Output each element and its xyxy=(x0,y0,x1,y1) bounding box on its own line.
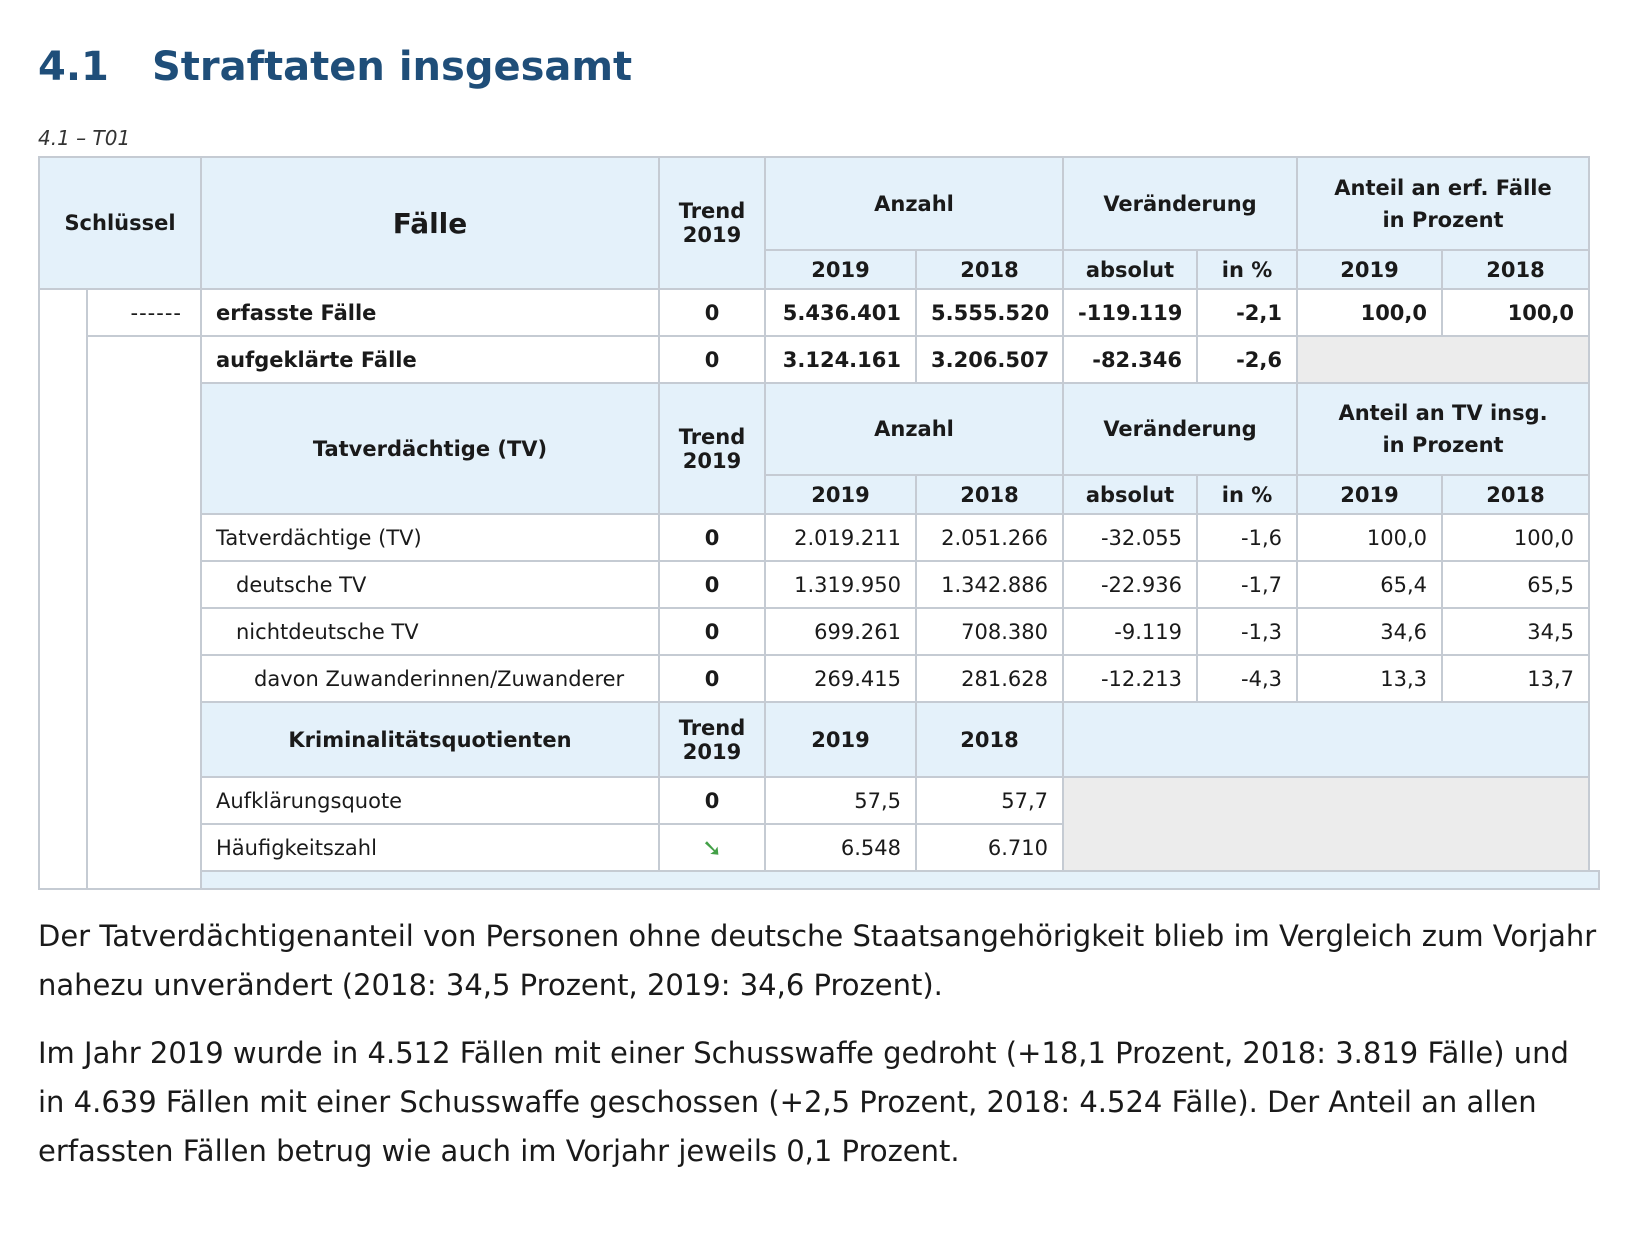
row-label: nichtdeutsche TV xyxy=(201,608,659,655)
tv-header-anzahl-2018: 2018 xyxy=(916,475,1063,514)
tv-header-anteil-2019: 2019 xyxy=(1297,475,1442,514)
anteil-2018: 100,0 xyxy=(1442,514,1589,561)
trend-value: 0 xyxy=(659,608,765,655)
row-label: Häufigkeitszahl xyxy=(201,824,659,871)
header-anteil-2018: 2018 xyxy=(1442,250,1589,289)
tv-header-inpct: in % xyxy=(1197,475,1297,514)
header-schluessel: Schlüssel xyxy=(39,157,201,289)
anzahl-2019: 269.415 xyxy=(765,655,916,702)
table-row xyxy=(39,514,1599,561)
table-row xyxy=(39,655,1599,702)
tv-header-row xyxy=(39,383,1599,475)
table-footer-row xyxy=(39,871,1599,889)
kq-header-trend: Trend 2019 xyxy=(659,702,765,777)
header-inpct: in % xyxy=(1197,250,1297,289)
anteil-2019: 34,6 xyxy=(1297,608,1442,655)
table-row xyxy=(39,561,1599,608)
trend-value: 0 xyxy=(659,514,765,561)
value-2018: 57,7 xyxy=(916,777,1063,824)
paragraph-2: Im Jahr 2019 wurde in 4.512 Fällen mit einer Schusswaffe gedroht (+18,1 Prozent, 2018: 3.819 Fälle) und in 4.639 Fällen mit einer Schusswaffe geschossen (+2,5 Prozent, 2018: 4.524 Fälle). Der Anteil an allen erfassten Fällen betrug wie auch im Vorjahr jeweils 0,1 Prozent. xyxy=(38,1036,1569,1168)
kq-header-2018: 2018 xyxy=(916,702,1063,777)
row-label: erfasste Fälle xyxy=(201,289,659,336)
schluessel-key: ------ xyxy=(87,289,201,336)
header-veraenderung: Veränderung xyxy=(1063,157,1297,250)
veraenderung-absolut: -9.119 xyxy=(1063,608,1197,655)
empty-gray-cell xyxy=(1297,336,1589,383)
anteil-2018: 34,5 xyxy=(1442,608,1589,655)
tv-header-anzahl-2019: 2019 xyxy=(765,475,916,514)
anzahl-2018: 3.206.507 xyxy=(916,336,1063,383)
header-absolut: absolut xyxy=(1063,250,1197,289)
value-2019: 57,5 xyxy=(765,777,916,824)
row-label: Aufklärungsquote xyxy=(201,777,659,824)
veraenderung-pct: -1,3 xyxy=(1197,608,1297,655)
table-header-row xyxy=(39,157,1599,250)
anteil-2019: 100,0 xyxy=(1297,289,1442,336)
veraenderung-pct: -1,6 xyxy=(1197,514,1297,561)
anteil-2019: 100,0 xyxy=(1297,514,1442,561)
table-row xyxy=(39,289,1599,336)
veraenderung-absolut: -119.119 xyxy=(1063,289,1197,336)
veraenderung-pct: -2,1 xyxy=(1197,289,1297,336)
table-footer-strip xyxy=(201,871,1599,889)
trend-value: 0 xyxy=(659,289,765,336)
trend-value: 0 xyxy=(659,777,765,824)
left-margin-cell xyxy=(39,289,87,889)
table-row xyxy=(39,777,1599,824)
kq-header-empty xyxy=(1063,702,1589,777)
anzahl-2018: 5.555.520 xyxy=(916,289,1063,336)
anzahl-2018: 1.342.886 xyxy=(916,561,1063,608)
veraenderung-absolut: -82.346 xyxy=(1063,336,1197,383)
trend-value: 0 xyxy=(659,336,765,383)
tv-header-anzahl: Anzahl xyxy=(765,383,1063,475)
anteil-2019: 13,3 xyxy=(1297,655,1442,702)
anteil-2018: 65,5 xyxy=(1442,561,1589,608)
anzahl-2018: 708.380 xyxy=(916,608,1063,655)
header-faelle: Fälle xyxy=(201,157,659,289)
table-id: 4.1 – T01 xyxy=(38,126,131,150)
veraenderung-pct: -4,3 xyxy=(1197,655,1297,702)
veraenderung-absolut: -22.936 xyxy=(1063,561,1197,608)
trend-cell xyxy=(659,824,765,871)
anzahl-2018: 2.051.266 xyxy=(916,514,1063,561)
section-heading xyxy=(38,44,632,90)
kq-header-label: Kriminalitätsquotienten xyxy=(201,702,659,777)
tv-header-anteil: Anteil an TV insg. in Prozent xyxy=(1297,383,1589,475)
anzahl-2019: 699.261 xyxy=(765,608,916,655)
kq-header-2019: 2019 xyxy=(765,702,916,777)
table-row xyxy=(39,608,1599,655)
trend-down-arrow-icon: ➘ xyxy=(701,833,723,862)
veraenderung-absolut: -12.213 xyxy=(1063,655,1197,702)
header-anzahl: Anzahl xyxy=(765,157,1063,250)
veraenderung-pct: -2,6 xyxy=(1197,336,1297,383)
value-2018: 6.710 xyxy=(916,824,1063,871)
anzahl-2019: 1.319.950 xyxy=(765,561,916,608)
veraenderung-absolut: -32.055 xyxy=(1063,514,1197,561)
schluessel-empty-cell xyxy=(87,336,201,889)
tv-header-veraenderung: Veränderung xyxy=(1063,383,1297,475)
row-label: deutsche TV xyxy=(201,561,659,608)
trend-value: 0 xyxy=(659,561,765,608)
anzahl-2019: 5.436.401 xyxy=(765,289,916,336)
tv-header-label: Tatverdächtige (TV) xyxy=(201,383,659,514)
statistics-table xyxy=(38,156,1600,890)
section-number: 4.1 xyxy=(38,44,109,90)
tv-header-absolut: absolut xyxy=(1063,475,1197,514)
veraenderung-pct: -1,7 xyxy=(1197,561,1297,608)
empty-gray-cell xyxy=(1063,777,1589,871)
header-anzahl-2018: 2018 xyxy=(916,250,1063,289)
header-trend: Trend 2019 xyxy=(659,157,765,289)
anteil-2018: 13,7 xyxy=(1442,655,1589,702)
paragraph-1: Der Tatverdächtigenanteil von Personen ohne deutsche Staatsangehörigkeit blieb im Vergleich zum Vorjahr nahezu unverändert (2018: 34,5 Prozent, 2019: 34,6 Prozent). xyxy=(38,919,1597,1002)
header-anteil-2019: 2019 xyxy=(1297,250,1442,289)
value-2019: 6.548 xyxy=(765,824,916,871)
header-anzahl-2019: 2019 xyxy=(765,250,916,289)
row-label: aufgeklärte Fälle xyxy=(201,336,659,383)
trend-value: 0 xyxy=(659,655,765,702)
anzahl-2018: 281.628 xyxy=(916,655,1063,702)
row-label: Tatverdächtige (TV) xyxy=(201,514,659,561)
row-label: davon Zuwanderinnen/Zuwanderer xyxy=(201,655,659,702)
tv-header-anteil-2018: 2018 xyxy=(1442,475,1589,514)
section-title: Straftaten insgesamt xyxy=(152,44,633,90)
anteil-2018: 100,0 xyxy=(1442,289,1589,336)
anteil-2019: 65,4 xyxy=(1297,561,1442,608)
header-anteil: Anteil an erf. Fälle in Prozent xyxy=(1297,157,1589,250)
kq-header-row xyxy=(39,702,1599,777)
table-row xyxy=(39,336,1599,383)
tv-header-trend: Trend 2019 xyxy=(659,383,765,514)
anzahl-2019: 3.124.161 xyxy=(765,336,916,383)
anzahl-2019: 2.019.211 xyxy=(765,514,916,561)
